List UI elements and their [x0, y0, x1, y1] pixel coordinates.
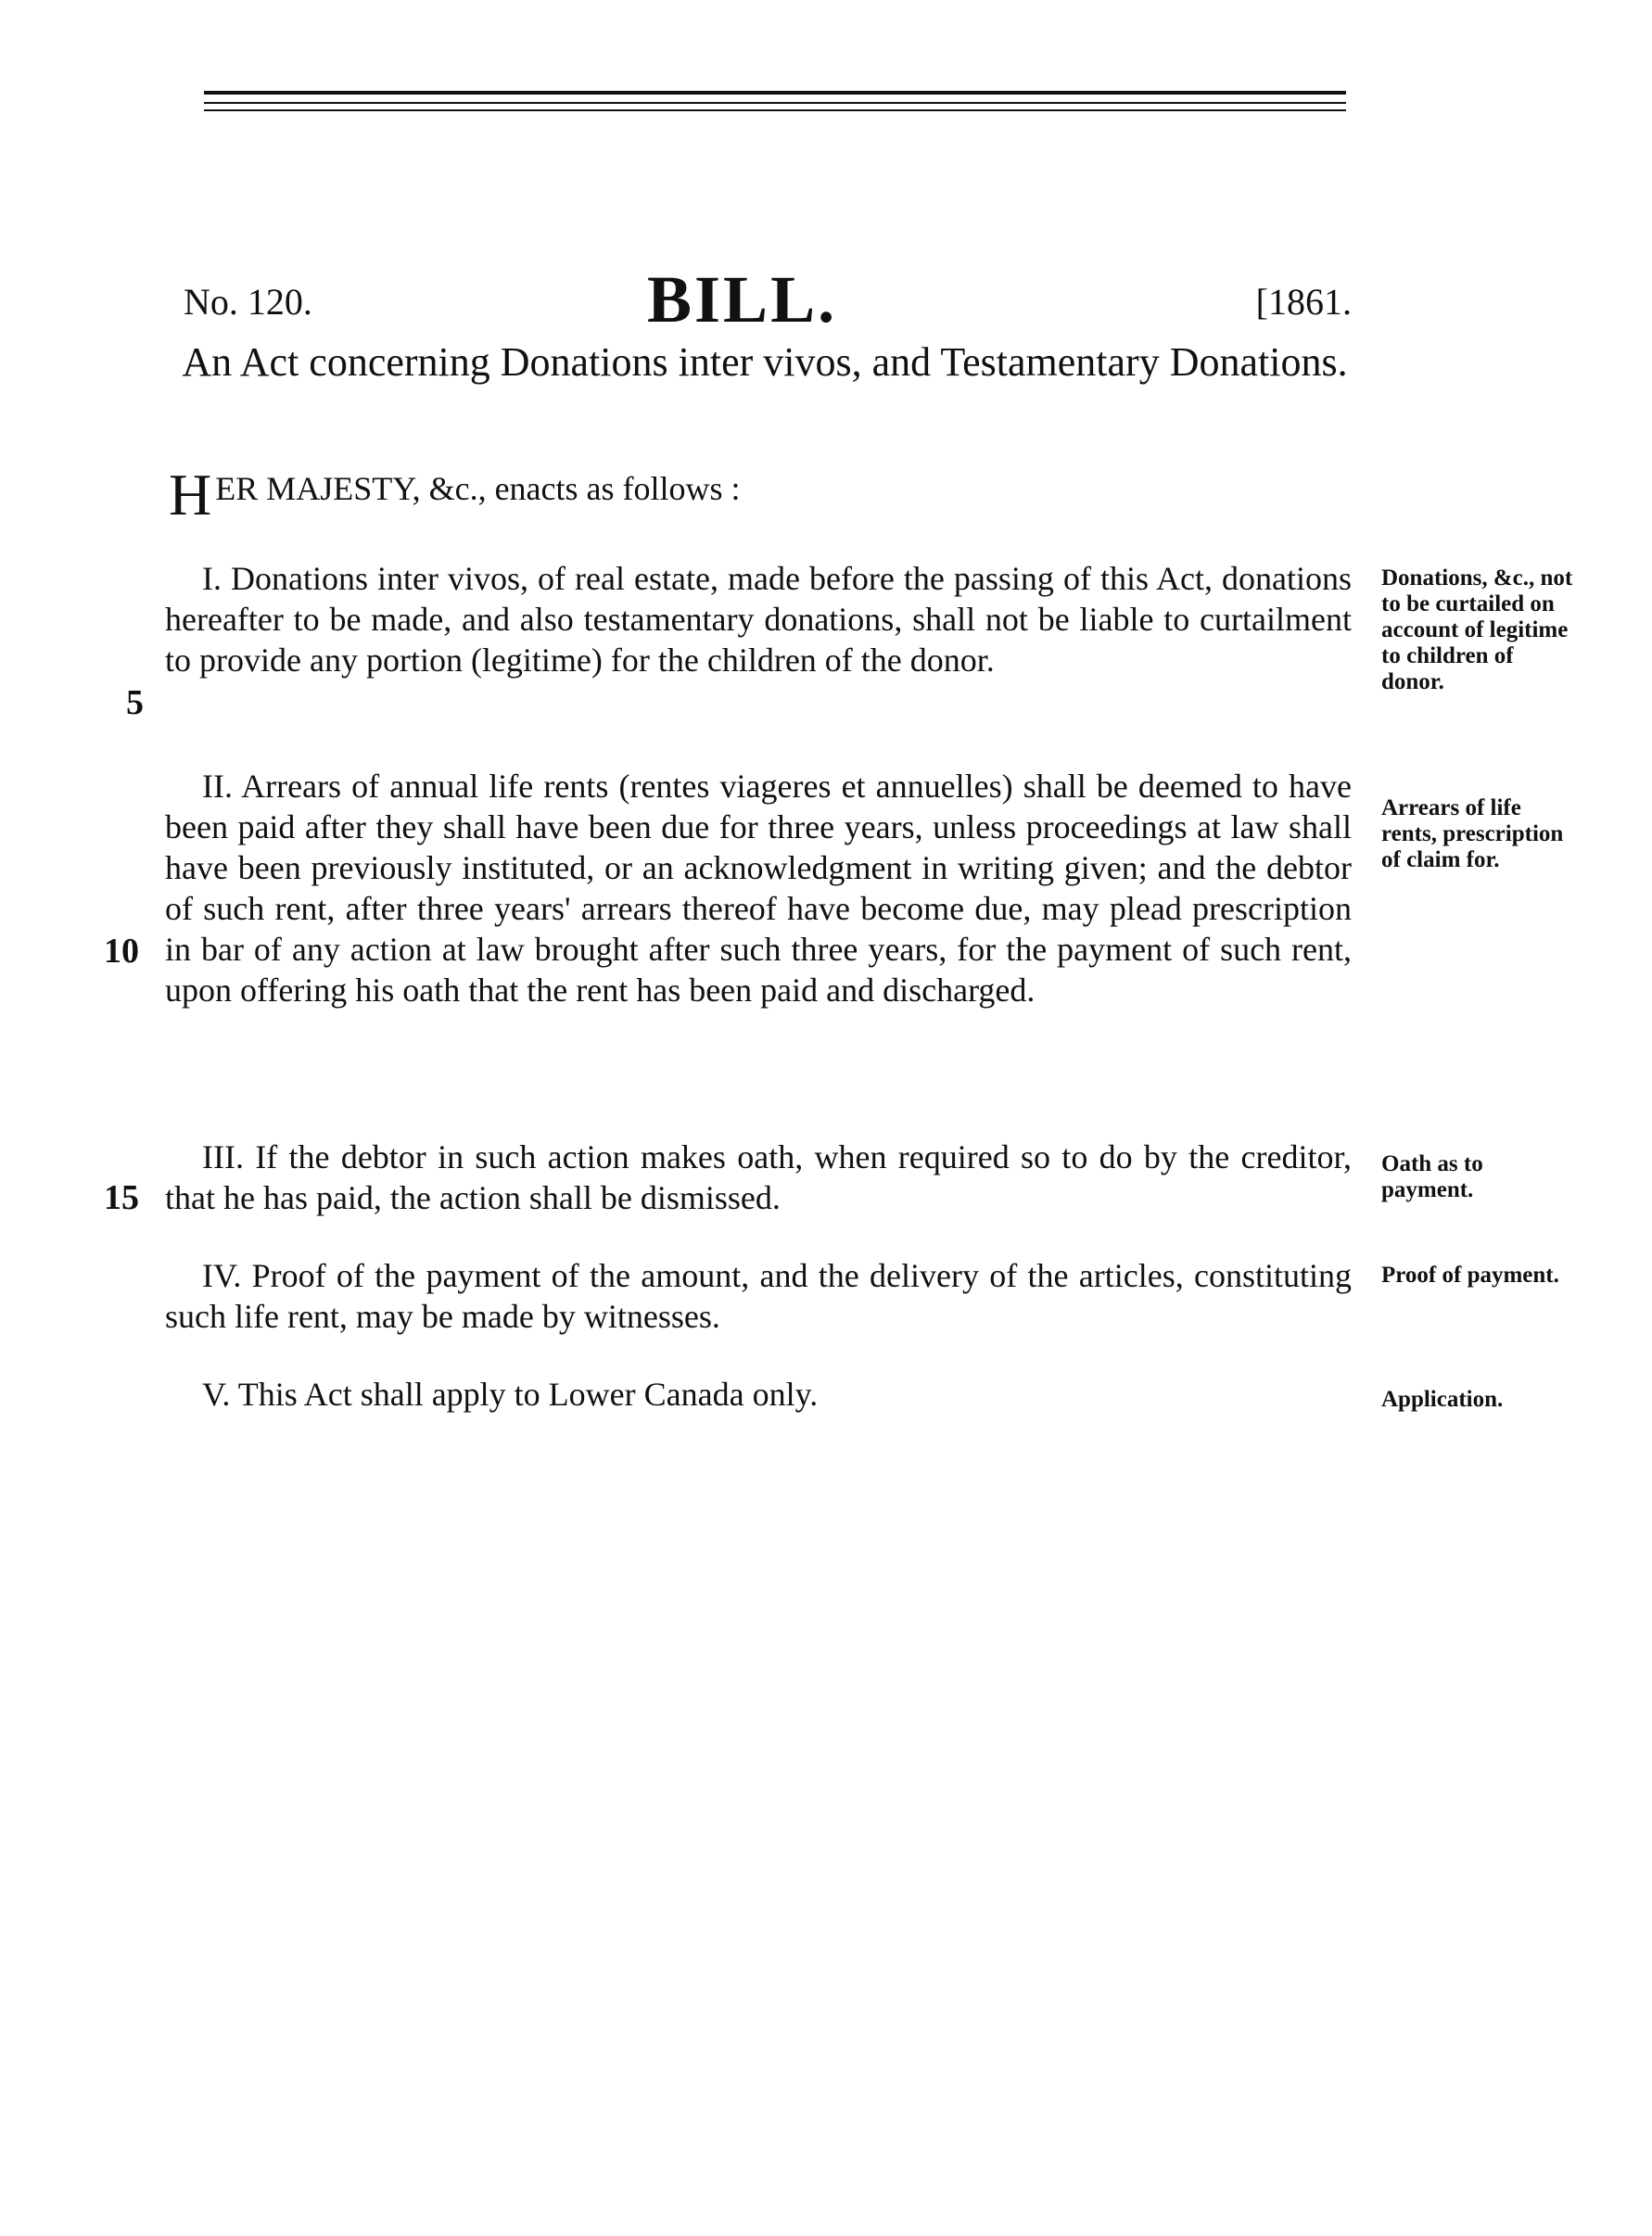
preamble-drop-cap: H — [169, 462, 212, 527]
top-rule-thin-lower — [204, 109, 1346, 111]
bill-heading: BILL. — [647, 262, 838, 337]
preamble — [169, 462, 741, 527]
line-number-10: 10 — [104, 932, 139, 971]
margin-note-arrears: Arrears of life rents, prescription of claim for. — [1381, 795, 1564, 872]
preamble-text: ER MAJESTY, &c., enacts as follows : — [215, 470, 741, 507]
section-4: IV. Proof of the payment of the amount, and the delivery of the articles, constituting such life rent, may be made by witnesses. — [165, 1257, 1352, 1335]
top-rule-thin — [204, 102, 1346, 104]
section-1: I. Donations inter vivos, of real estate, made before the passing of this Act, donations hereafter to be made, and also testamentary donations, shall not be liable to curtailment to provide any portion (legitime) for the children of the donor. — [165, 560, 1352, 679]
act-title: An Act concerning Donations inter vivos, and Testamentary Donations. — [182, 339, 1348, 385]
section-2: II. Arrears of annual life rents (rentes viageres et annuelles) shall be deemed to have been paid after they shall have been due for three years, unless proceedings at law shall have been previously instituted, or an acknowledgment in writing given; and the debtor of such rent, after three years' arrears thereof have become due, may plead prescription in bar of any action at law brought after such three years, for the payment of such rent, upon offering his oath that the rent has been paid and discharged. — [165, 768, 1352, 1009]
line-number-15: 15 — [104, 1178, 139, 1217]
bill-year: [1861. — [1255, 281, 1352, 323]
bill-header — [184, 262, 1352, 337]
margin-note-application: Application. — [1381, 1387, 1504, 1412]
line-number-5: 5 — [126, 683, 144, 722]
margin-note-proof: Proof of payment. — [1381, 1263, 1559, 1288]
bill-number: No. 120. — [184, 281, 312, 323]
margin-note-donations: Donations, &c., not to be curtailed on account of legitime to children of donor. — [1381, 565, 1573, 694]
section-5: V. This Act shall apply to Lower Canada only. — [202, 1376, 819, 1413]
top-rule-thick — [204, 91, 1346, 95]
margin-note-oath: Oath as to payment. — [1381, 1151, 1483, 1202]
section-3: III. If the debtor in such action makes oath, when required so to do by the creditor, that he has paid, the action shall be dismissed. — [165, 1138, 1352, 1216]
